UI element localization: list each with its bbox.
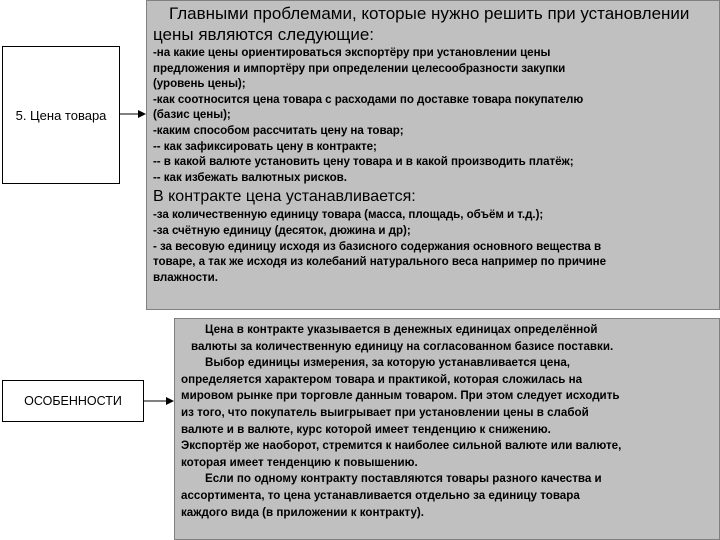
features-label: ОСОБЕННОСТИ bbox=[24, 394, 122, 408]
features-line: мировом рынке при торговле данным товаром. При этом следует исходить bbox=[181, 389, 620, 403]
features-line: каждого вида (в приложении к контракту). bbox=[181, 505, 424, 519]
problem-line: -- в какой валюте установить цену товара и в какой производить платёж; bbox=[153, 155, 574, 169]
features-line: Если по одному контракту поставляются товары разного качества и bbox=[205, 472, 602, 486]
price-problems-panel bbox=[146, 0, 720, 310]
features-line: определяется характером товара и практикой, которая сложилась на bbox=[181, 372, 583, 386]
contract-line: - за весовую единицу исходя из базисного содержания основного вещества в bbox=[153, 239, 602, 253]
problem-line: (базис цены); bbox=[153, 108, 231, 122]
problem-line: (уровень цены); bbox=[153, 77, 246, 91]
contract-line: -за количественную единицу товара (масса, площадь, объём и т.д.); bbox=[153, 208, 544, 222]
features-line: валюте и в валюте, курс которой имеет тенденцию к снижению. bbox=[181, 422, 551, 436]
features-line: ассортимента, то цена устанавливается отдельно за единицу товара bbox=[181, 488, 580, 502]
contract-heading: В контракте цена устанавливается: bbox=[153, 188, 416, 206]
problem-line: -на какие цены ориентироваться экспортёру при установлении цены bbox=[153, 46, 551, 59]
features-line: Выбор единицы измерения, за которую устанавливается цена, bbox=[205, 356, 571, 370]
features-line: из того, что покупатель выигрывает при установлении цены в слабой bbox=[181, 405, 589, 419]
contract-line: -за счётную единицу (десяток, дюжина и др); bbox=[153, 223, 411, 237]
problem-line: -- как зафиксировать цену в контракте; bbox=[153, 139, 377, 153]
contract-line: влажности. bbox=[153, 270, 218, 284]
problems-heading: Главными проблемами, которые нужно решить при установлении цены являются следующие: bbox=[153, 4, 690, 44]
problem-line: -- как избежать валютных рисков. bbox=[153, 170, 347, 184]
problem-line: -как соотносится цена товара с расходами по доставке товара покупателю bbox=[153, 92, 584, 106]
features-panel bbox=[174, 318, 720, 540]
features-line: Цена в контракте указывается в денежных единицах определённой bbox=[205, 323, 598, 336]
arrow-to-top-panel bbox=[120, 110, 146, 118]
features-line: валюты за количественную единицу на согласованном базисе поставки. bbox=[191, 339, 614, 353]
problems-list bbox=[153, 45, 713, 185]
price-label: 5. Цена товара bbox=[15, 107, 107, 123]
contract-list bbox=[153, 207, 713, 285]
problem-line: предложения и импортёру при определении целесообразности закупки bbox=[153, 61, 566, 75]
features-line: Экспортёр же наоборот, стремится к наиболее сильной валюте или валюте, bbox=[181, 439, 622, 453]
features-line: которая имеет тенденцию к повышению. bbox=[181, 455, 418, 469]
contract-line: товаре, а так же исходя из колебаний натурального веса например по причине bbox=[153, 255, 607, 269]
problem-line: -каким способом рассчитать цену на товар; bbox=[153, 123, 404, 137]
arrow-to-bottom-panel bbox=[144, 397, 174, 405]
